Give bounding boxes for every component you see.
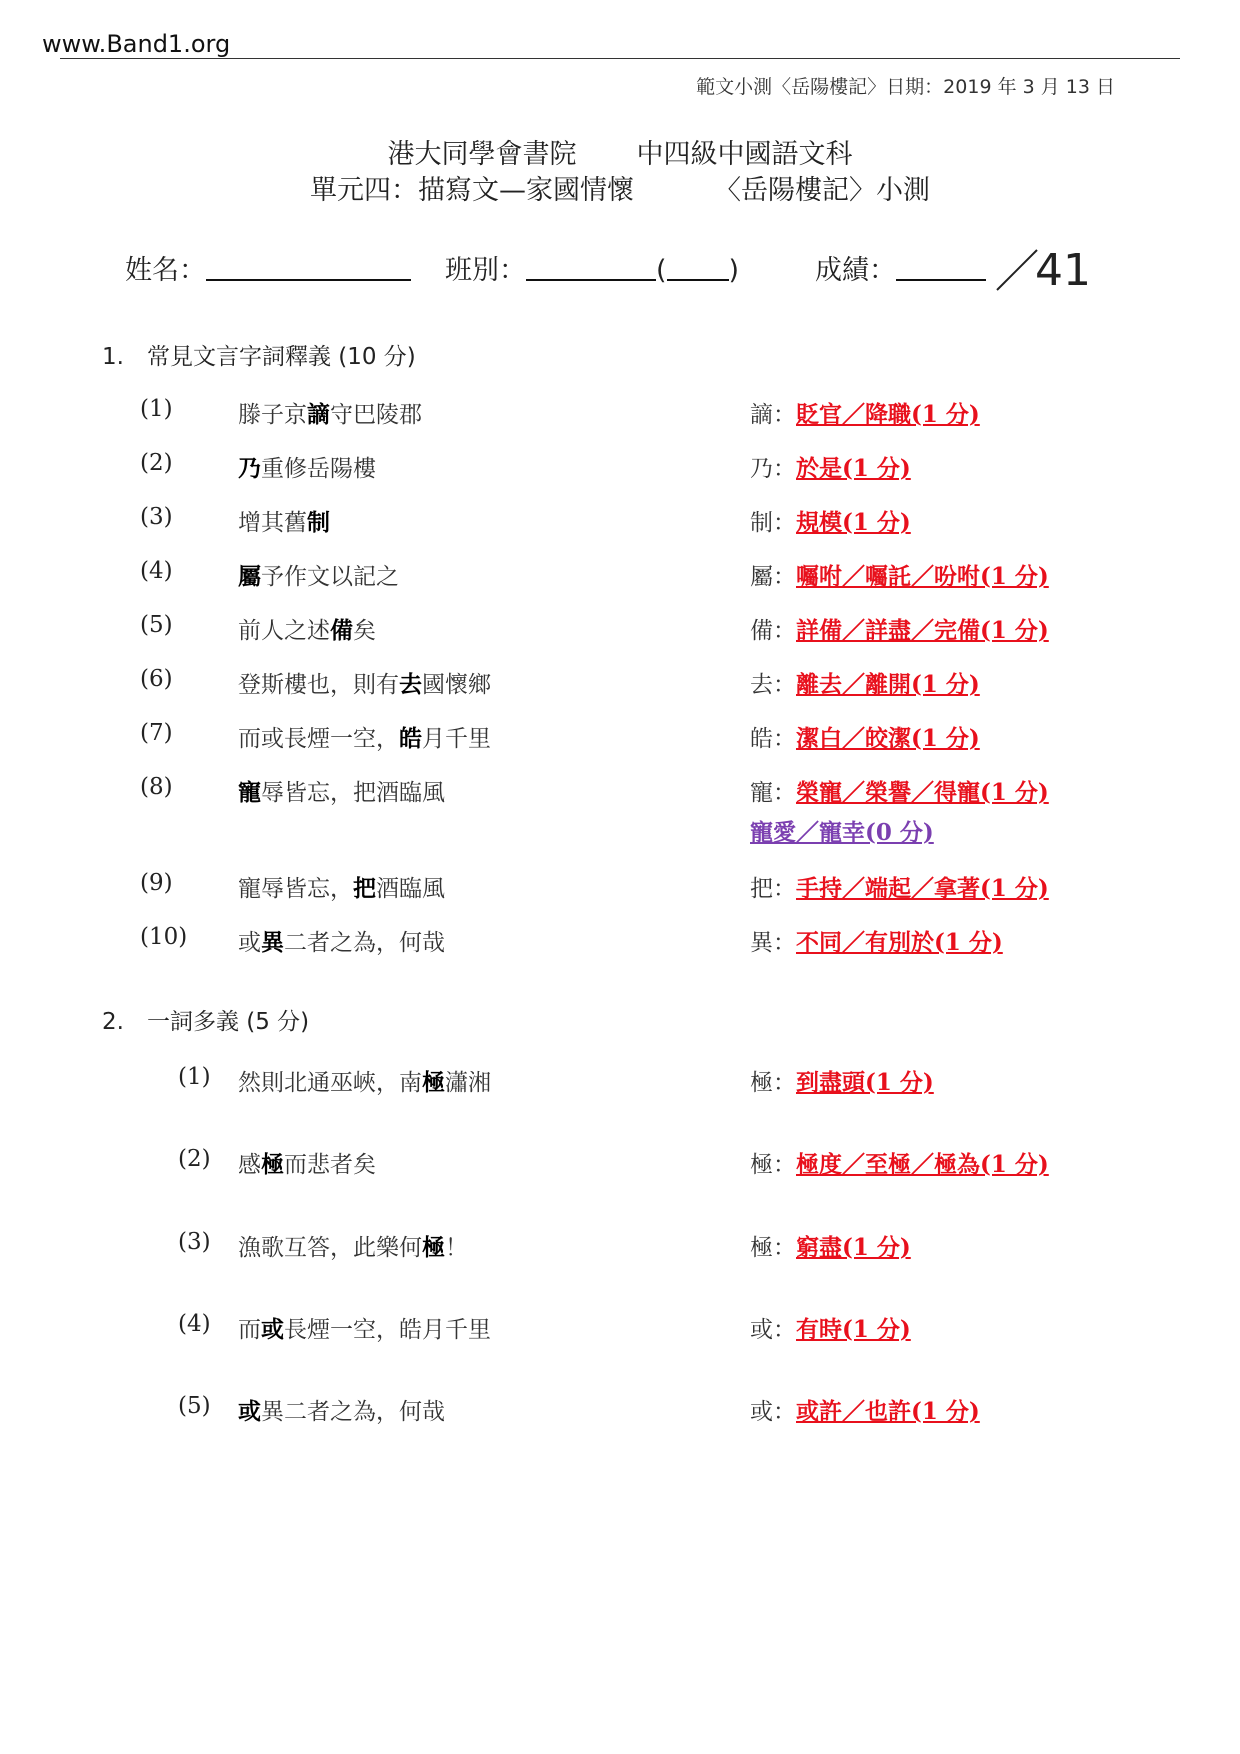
class-blank[interactable] [526,255,656,281]
question-row [0,1393,1240,1433]
answer-text: 潔白／皎潔(1 分) [796,725,980,752]
key-word: 謫 [307,402,330,428]
question-text: 然則北通巫峽，南極瀟湘 [238,1070,491,1096]
question-number: (7) [140,720,173,746]
key-word: 異 [261,930,284,956]
section-2-heading: 2. 一詞多義 (5 分) [102,1009,310,1035]
answer: 異：不同／有別於(1 分) [750,929,1003,956]
question-number: (9) [140,870,173,896]
score-total: 41 [1035,245,1091,296]
question-number: (4) [140,558,173,584]
dateline: 範文小測〈岳陽樓記〉日期：2019 年 3 月 13 日 [696,76,1115,98]
question-number: (5) [178,1393,211,1419]
answer: 備：詳備／詳盡／完備(1 分) [750,617,1049,644]
answer-text: 窮盡(1 分) [796,1234,911,1261]
class-field[interactable] [445,248,739,287]
answer-text: 貶官／降職(1 分) [796,401,980,428]
rejected-answer: 寵愛／寵幸(0 分) [750,819,934,846]
key-word: 皓 [399,726,422,752]
answer: 極：窮盡(1 分) [750,1234,911,1261]
question-text: 登斯樓也，則有去國懷鄉 [238,672,491,698]
answer-text: 榮寵／榮譽／得寵(1 分) [796,779,1049,806]
answer: 極：極度／至極／極為(1 分) [750,1151,1049,1178]
score-slash [995,248,1039,292]
question-row [0,1229,1240,1269]
answer-text: 詳備／詳盡／完備(1 分) [796,617,1049,644]
answer: 去：離去／離開(1 分) [750,671,980,698]
answer: 把：手持／端起／拿著(1 分) [750,875,1049,902]
answer-text: 規模(1 分) [796,509,911,536]
answer-text: 到盡頭(1 分) [796,1069,934,1096]
key-word: 或 [261,1317,284,1343]
question-number: (1) [178,1064,211,1090]
unit-name: 單元四：描寫文—家國情懷 [310,175,634,206]
answer: 屬：囑咐／囑託／吩咐(1 分) [750,563,1049,590]
question-text: 感極而悲者矣 [238,1152,376,1178]
question-number: (6) [140,666,173,692]
key-word: 去 [399,672,422,698]
answer-text: 極度／至極／極為(1 分) [796,1151,1049,1178]
question-number: (3) [140,504,173,530]
key-word: 制 [307,510,330,536]
answer: 謫：貶官／降職(1 分) [750,401,980,428]
score-blank[interactable] [896,255,986,281]
score-field[interactable] [815,248,986,287]
answer: 皓：潔白／皎潔(1 分) [750,725,980,752]
question-text: 寵辱皆忘，把酒臨風 [238,780,445,806]
header-rule [60,58,1180,59]
question-row [0,870,1240,910]
question-number: (3) [178,1229,211,1255]
question-number: (5) [140,612,173,638]
question-row [0,1146,1240,1186]
answer-text: 於是(1 分) [796,455,911,482]
quiz-name: 〈岳陽樓記〉小測 [714,175,930,206]
class-number-blank[interactable] [667,255,729,281]
answer: 寵：榮寵／榮譽／得寵(1 分) [750,779,1049,806]
question-row [0,558,1240,598]
question-text: 屬予作文以記之 [238,564,399,590]
answer: 極：到盡頭(1 分) [750,1069,934,1096]
answer-text: 囑咐／囑託／吩咐(1 分) [796,563,1049,590]
key-word: 備 [330,618,353,644]
question-row [0,666,1240,706]
answer-text: 或許／也許(1 分) [796,1398,980,1425]
key-word: 寵 [238,780,261,806]
question-number: (1) [140,396,173,422]
subject-name: 中四級中國語文科 [636,139,853,170]
class-label: 班別： [445,255,526,286]
answer: 或：或許／也許(1 分) [750,1398,980,1425]
key-word: 極 [422,1235,445,1261]
answer: 乃：於是(1 分) [750,455,911,482]
key-word: 屬 [238,564,261,590]
site-url: www.Band1.org [42,30,231,58]
key-word: 或 [238,1399,261,1425]
question-text: 而或長煙一空，皓月千里 [238,726,491,752]
score-label: 成績： [815,255,896,286]
question-row [0,1064,1240,1104]
question-text: 增其舊制 [238,510,330,536]
question-number: (4) [178,1311,211,1337]
question-text: 寵辱皆忘，把酒臨風 [238,876,445,902]
question-text: 乃重修岳陽樓 [238,456,376,482]
class-paren-open: ( [656,255,667,286]
name-blank[interactable] [206,255,411,281]
key-word: 極 [422,1070,445,1096]
question-text: 或異二者之為，何哉 [238,930,445,956]
question-number: (8) [140,774,173,800]
school-name: 港大同學會書院 [387,139,577,170]
name-field[interactable] [125,248,411,287]
class-paren-close: ) [728,255,740,286]
question-number: (2) [140,450,173,476]
question-text: 漁歌互答，此樂何極！ [238,1235,468,1261]
name-label: 姓名： [125,255,206,286]
question-text: 前人之述備矣 [238,618,376,644]
question-number: (10) [140,924,188,950]
answer-text: 手持／端起／拿著(1 分) [796,875,1049,902]
answer: 制：規模(1 分) [750,509,911,536]
question-row [0,396,1240,436]
question-number: (2) [178,1146,211,1172]
section-1-heading: 1. 常見文言字詞釋義 (10 分) [102,344,416,370]
answer: 或：有時(1 分) [750,1316,911,1343]
key-word: 乃 [238,456,261,482]
answer-text: 離去／離開(1 分) [796,671,980,698]
title-line-1 [0,132,1240,171]
key-word: 極 [261,1152,284,1178]
answer-text: 不同／有別於(1 分) [796,929,1003,956]
question-text: 而或長煙一空，皓月千里 [238,1317,491,1343]
question-text: 滕子京謫守巴陵郡 [238,402,422,428]
question-row [0,450,1240,490]
question-row [0,924,1240,964]
title-line-2 [0,168,1240,207]
question-text: 或異二者之為，何哉 [238,1399,445,1425]
question-row [0,1311,1240,1351]
key-word: 把 [353,876,376,902]
question-row [0,612,1240,652]
answer-text: 有時(1 分) [796,1316,911,1343]
question-row [0,774,1240,814]
question-row [0,720,1240,760]
question-row [0,504,1240,544]
